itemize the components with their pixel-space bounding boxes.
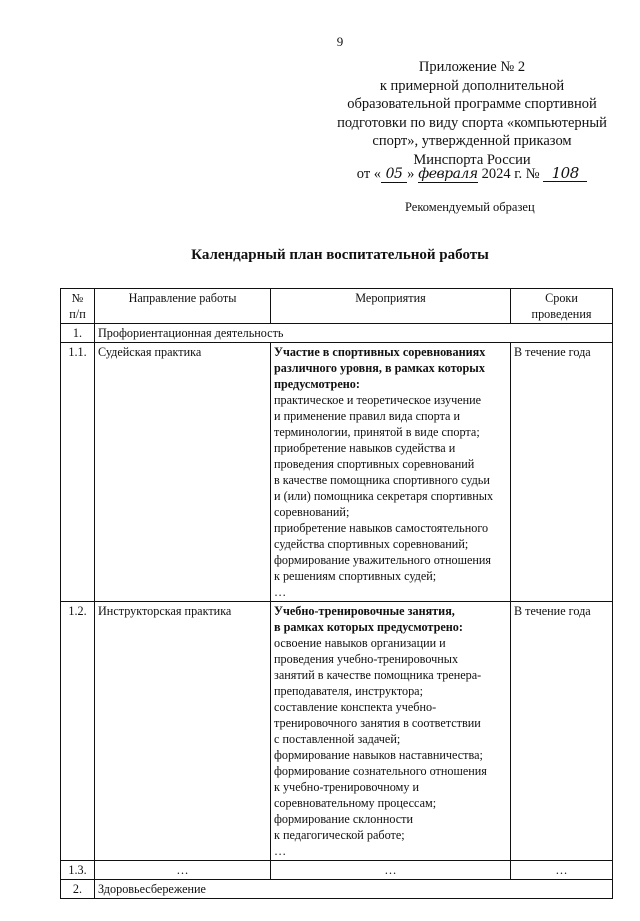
event-item: соревновательному процессам; (274, 796, 437, 810)
event-item: практическое и теоретическое изучение (274, 393, 482, 407)
appendix-line: к примерной дополнительной (379, 77, 565, 94)
header-direction: Направление работы (95, 289, 271, 324)
event-item: и применение правил вида спорта и (274, 409, 461, 423)
header-num-line: № (71, 291, 84, 305)
appendix-line: спорт», утвержденной приказом (372, 133, 572, 149)
row-number: 1.3. (61, 861, 95, 880)
appendix-line: образовательной программе спортивной (347, 96, 597, 112)
event-item: освоение навыков организации и (274, 636, 446, 650)
document-title: Календарный план воспитательной работы (191, 247, 489, 263)
date-connector: » (407, 166, 415, 182)
table-row-section-2 (61, 880, 613, 899)
event-item: к учебно-тренировочному и (274, 780, 420, 794)
event-item: … (274, 585, 287, 599)
appendix-line: подготовки по виду спорта «компьютерный (337, 114, 607, 131)
year-text: 2024 г. № (481, 166, 540, 182)
row-number: 1.1. (61, 343, 95, 602)
event-item: в качестве помощника спортивного судьи (274, 473, 490, 487)
date-prefix: от « (356, 166, 382, 182)
row-term: … (511, 861, 613, 880)
row-direction: Судейская практика (95, 343, 271, 602)
table-row-section-1 (61, 324, 613, 343)
event-item: проведения спортивных соревнований (274, 457, 475, 471)
event-item: судейства спортивных соревнований; (274, 537, 469, 551)
appendix-line: Минспорта России (413, 151, 531, 168)
row-direction: Инструкторская практика (95, 602, 271, 861)
row-number: 2. (61, 880, 95, 899)
header-terms-line: Сроки (545, 291, 578, 305)
header-num (61, 289, 95, 324)
page-number: 9 (336, 34, 344, 49)
events-heading: в рамках которых предусмотрено: (274, 620, 463, 634)
event-item: и (или) помощника секретаря спортивных (274, 489, 494, 503)
row-term: В течение года (511, 343, 613, 602)
appendix-block (316, 58, 628, 169)
events-heading: предусмотрено: (274, 377, 360, 391)
event-item: формирование уважительного отношения (274, 553, 492, 567)
event-item: приобретение навыков судейства и (274, 441, 456, 455)
row-number: 1.2. (61, 602, 95, 861)
row-events (271, 602, 511, 861)
event-item: преподавателя, инструктора; (274, 684, 423, 698)
row-events: … (271, 861, 511, 880)
row-number: 1. (61, 324, 95, 343)
events-heading: Участие в спортивных соревнованиях (274, 345, 486, 359)
row-events (271, 343, 511, 602)
header-terms (511, 289, 613, 324)
section-title: Здоровьесбережение (95, 880, 613, 899)
row-direction: … (95, 861, 271, 880)
handwritten-order-number: 108 (543, 165, 587, 182)
header-num-line: п/п (69, 307, 86, 321)
event-item: проведения учебно-тренировочных (274, 652, 459, 666)
handwritten-day: 05 (381, 166, 407, 183)
event-item: тренировочного занятия в соответствии (274, 716, 481, 730)
table-row (61, 602, 613, 861)
header-terms-line: проведения (531, 307, 592, 321)
event-item: формирование навыков наставничества; (274, 748, 483, 762)
table-header-row (61, 289, 613, 324)
event-item: занятий в качестве помощника тренера- (274, 668, 482, 682)
event-item: соревнований; (274, 505, 350, 519)
section-title: Профориентационная деятельность (95, 324, 613, 343)
table-row (61, 343, 613, 602)
plan-table (60, 288, 613, 899)
header-events: Мероприятия (271, 289, 511, 324)
events-heading: различного уровня, в рамках которых (274, 361, 485, 375)
table-row (61, 861, 613, 880)
event-item: к педагогической работе; (274, 828, 405, 842)
row-term: В течение года (511, 602, 613, 861)
appendix-line: Приложение № 2 (418, 59, 526, 75)
recommended-sample-label: Рекомендуемый образец (405, 200, 535, 214)
event-item: формирование сознательного отношения (274, 764, 487, 778)
event-item: к решениям спортивных судей; (274, 569, 437, 583)
event-item: приобретение навыков самостоятельного (274, 521, 489, 535)
event-item: … (274, 844, 287, 858)
events-heading: Учебно-тренировочные занятия, (274, 604, 455, 618)
event-item: с поставленной задачей; (274, 732, 401, 746)
order-date-line (316, 164, 628, 184)
event-item: формирование склонности (274, 812, 414, 826)
handwritten-month: февраля (418, 166, 478, 182)
event-item: составление конспекта учебно- (274, 700, 437, 714)
event-item: терминологии, принятой в виде спорта; (274, 425, 480, 439)
